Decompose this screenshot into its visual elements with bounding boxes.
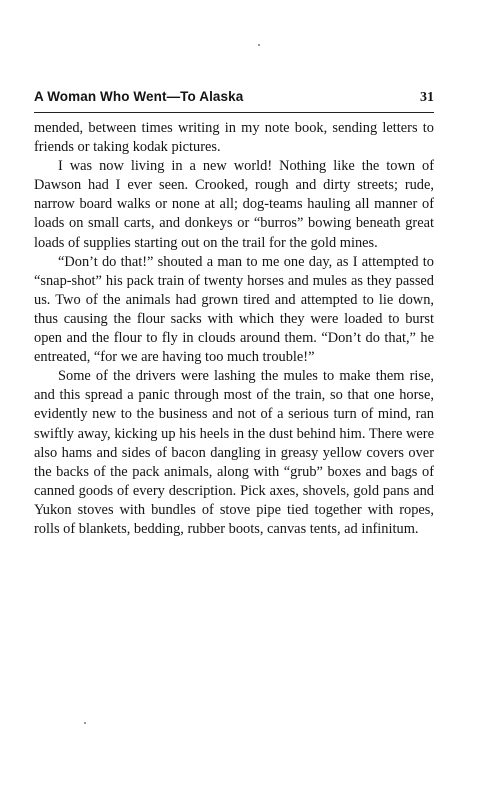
paragraph: “Don’t do that!” shouted a man to me one day, as I attempted to “snap-shot” his pack train of twenty horses and mules as they passed us. Two of the animals had grown tired and attempted to lie down, thus causing the flour sacks with which they were loaded to burst open and the flour to fly in clouds around them. “Don’t do that,” he entreated, “for we are having too much trouble!” [34,253,434,366]
page-number: 31 [420,90,434,105]
paragraph: mended, between times writing in my note book, sending letters to friends or taking kodak pictures. [34,120,434,156]
paragraph: Some of the drivers were lashing the mules to make them rise, and this spread a panic through most of the train, so that one horse, evidently new to the business and not of a serious turn of mind, ran swiftly away, kicking up his heels in the dust behind him. There were also hams and sides of bacon dangling in greasy yellow covers over the backs of the pack animals, along with “grub” boxes and bags of canned goods of every description. Pick axes, shovels, gold pans and Yukon stoves with bundles of stove pipe tied together with ropes, rolls of blankets, bedding, rubber boots, canvas tents, ad infinitum. [34,368,434,537]
paragraph: I was now living in a new world! Nothing like the town of Dawson had I ever seen. Crooked, rough and dirty streets; rude, narrow board walks or none at all; dog-teams hauling all manner of loads on small carts, and donkeys or “burros” bowing beneath great loads of supplies starting out on the trail for the gold mines. [34,158,434,251]
body-text [34,119,434,539]
scan-speck [258,44,260,46]
header-rule [34,112,434,113]
scan-speck [84,722,86,724]
page-header [34,89,434,111]
running-head: A Woman Who Went—To Alaska [34,89,244,104]
